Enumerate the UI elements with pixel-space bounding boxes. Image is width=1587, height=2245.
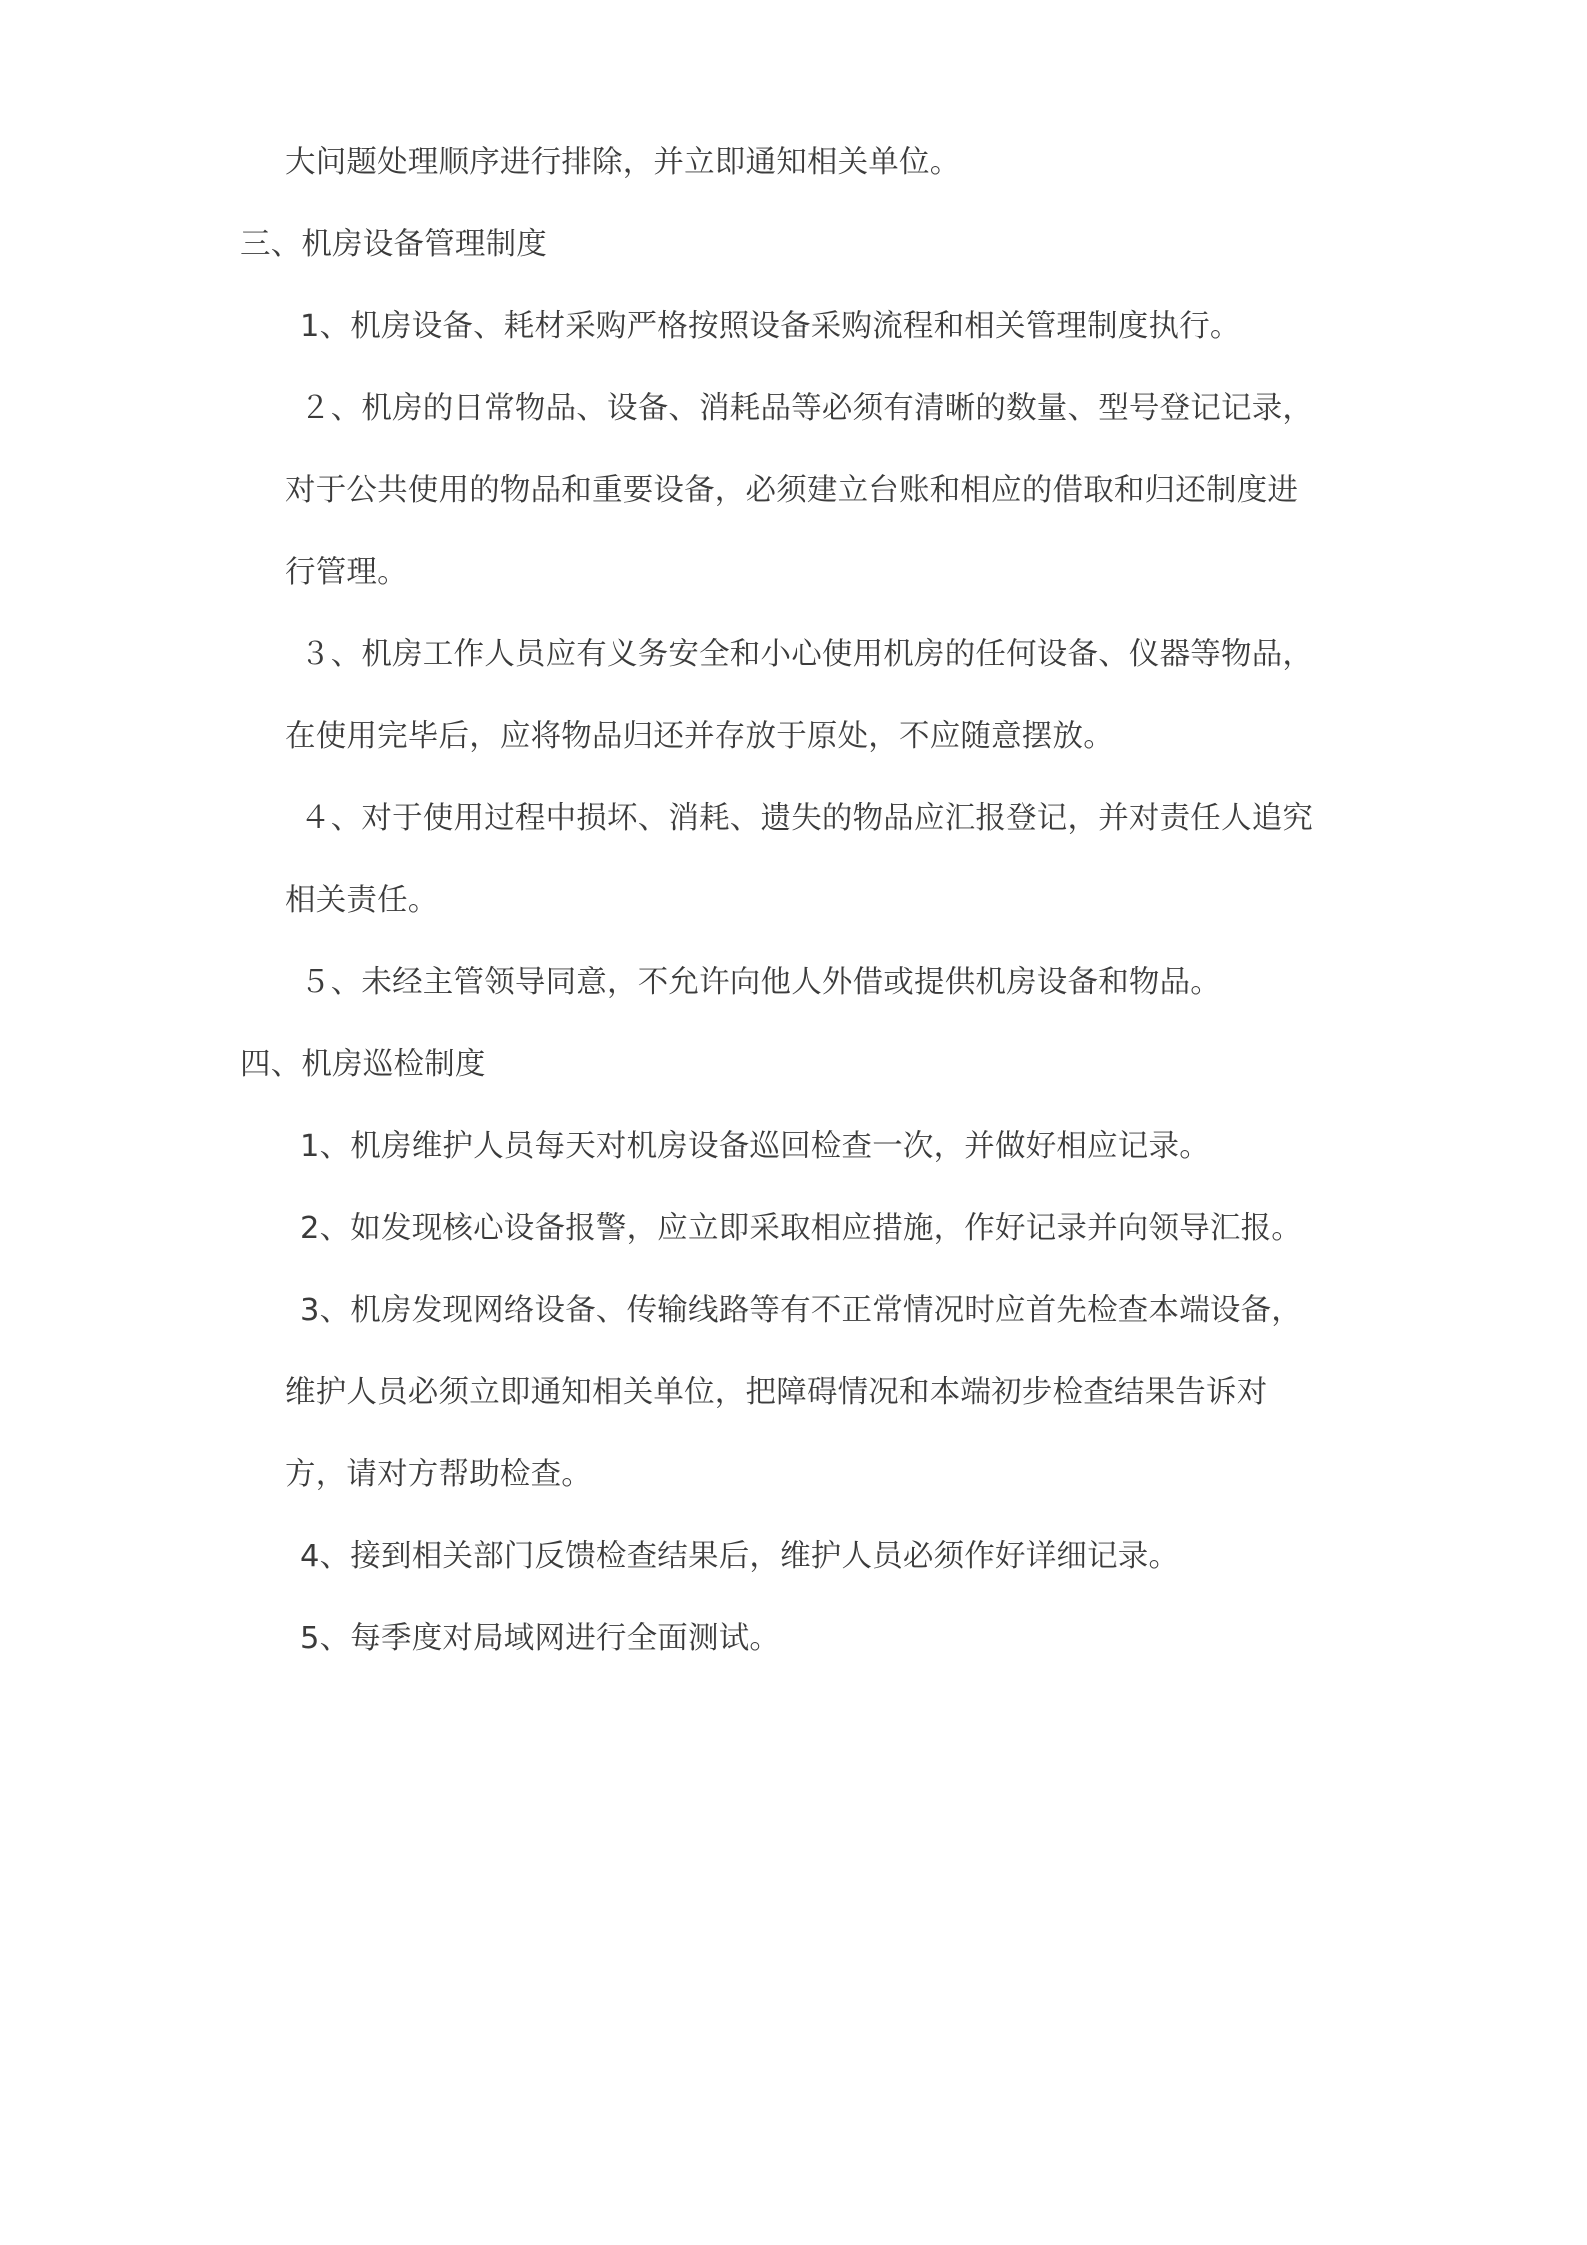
continuation-line: 对于公共使用的物品和重要设备，必须建立台账和相应的借取和归还制度进	[285, 473, 1299, 508]
numbered-item-line: 3、机房发现网络设备、传输线路等有不正常情况时应首先检查本端设备，	[300, 1293, 1303, 1328]
section-heading: 四、机房巡检制度	[240, 1047, 486, 1082]
continuation-line: 维护人员必须立即通知相关单位，把障碍情况和本端初步检查结果告诉对	[285, 1375, 1268, 1410]
numbered-item-line: 5、每季度对局域网进行全面测试。	[300, 1621, 781, 1656]
numbered-item-line: 2、如发现核心设备报警，应立即采取相应措施，作好记录并向领导汇报。	[300, 1211, 1303, 1246]
continuation-line: 大问题处理顺序进行排除，并立即通知相关单位。	[285, 145, 961, 180]
continuation-line: 在使用完毕后，应将物品归还并存放于原处，不应随意摆放。	[285, 719, 1114, 754]
continuation-line: 行管理。	[285, 555, 408, 590]
numbered-item-line: ４、对于使用过程中损坏、消耗、遗失的物品应汇报登记，并对责任人追究	[300, 801, 1314, 836]
numbered-item-line: ５、未经主管领导同意，不允许向他人外借或提供机房设备和物品。	[300, 965, 1221, 1000]
numbered-item-line: ２、机房的日常物品、设备、消耗品等必须有清晰的数量、型号登记记录，	[300, 391, 1314, 426]
continuation-line: 方，请对方帮助检查。	[285, 1457, 592, 1492]
numbered-item-line: 4、接到相关部门反馈检查结果后，维护人员必须作好详细记录。	[300, 1539, 1180, 1574]
numbered-item-line: 1、机房维护人员每天对机房设备巡回检查一次，并做好相应记录。	[300, 1129, 1210, 1164]
continuation-line: 相关责任。	[285, 883, 439, 918]
numbered-item-line: ３、机房工作人员应有义务安全和小心使用机房的任何设备、仪器等物品，	[300, 637, 1314, 672]
section-heading: 三、机房设备管理制度	[240, 227, 547, 262]
numbered-item-line: 1、机房设备、耗材采购严格按照设备采购流程和相关管理制度执行。	[300, 309, 1241, 344]
